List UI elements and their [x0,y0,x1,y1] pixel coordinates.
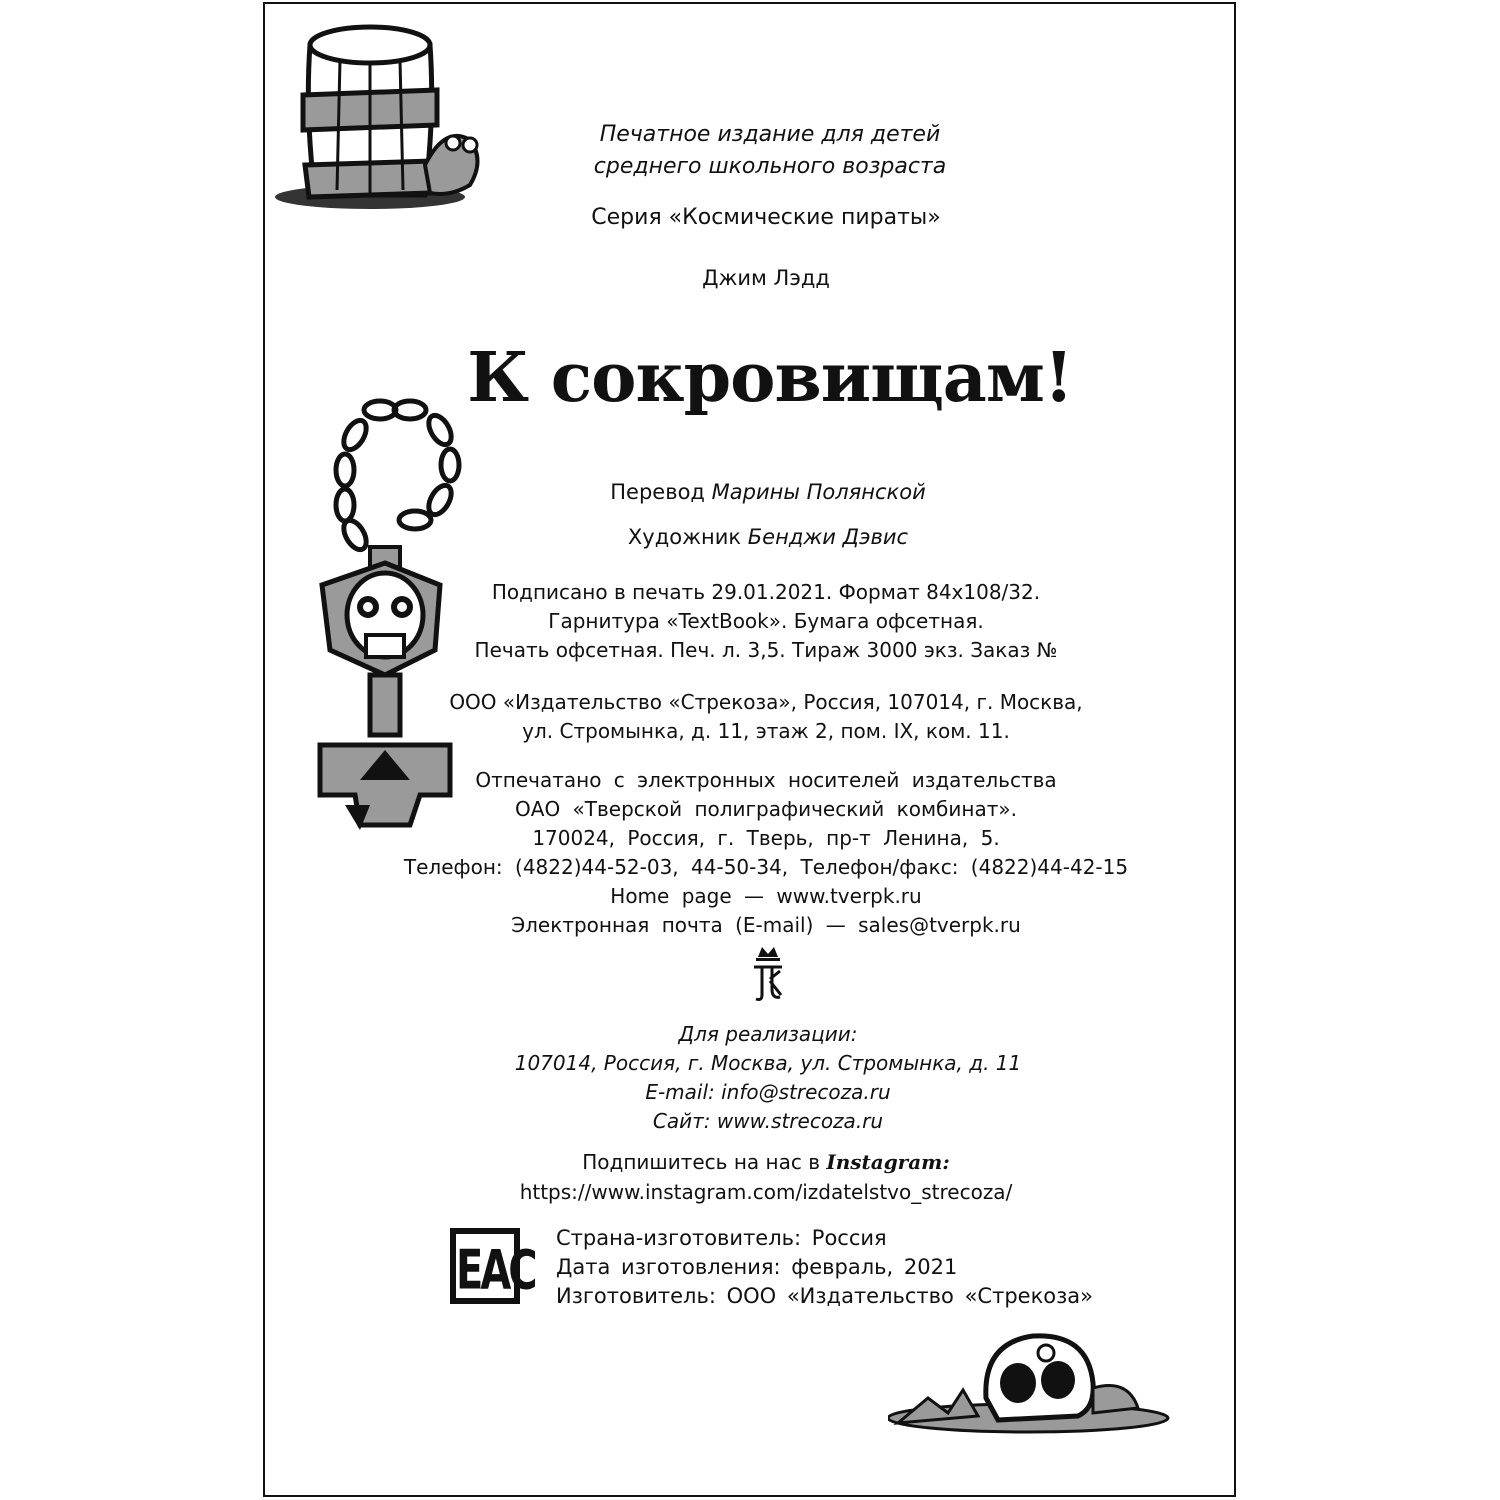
sales-email: E-mail: info@strecoza.ru [645,1080,891,1104]
translation-credit [18,480,1500,504]
imprint-line-3: Печать офсетная. Печ. л. 3,5. Тираж 3000 экз. Заказ № [474,638,1058,662]
translator-name: Марины Полянской [711,480,926,504]
sales-address: 107014, Россия, г. Москва, ул. Стромынка, д. 11 [514,1051,1022,1075]
social-prompt [16,1150,1500,1174]
printer-line-1: Отпечатано с электронных носителей издательства [475,768,1057,792]
series-title: Серия «Космические пираты» [591,205,941,230]
manufacturer-country: Страна-изготовитель: Россия [556,1226,887,1250]
artist-name: Бенджи Дэвис [747,525,909,549]
sales-website: Сайт: www.strecoza.ru [652,1109,884,1133]
printer-line-2: ОАО «Тверской полиграфический комбинат». [515,797,1017,821]
translation-label: Перевод [610,480,705,504]
barrel-illustration [275,15,505,215]
skull-illustration [888,1328,1173,1438]
audience-line-1: Печатное издание для детей [599,122,941,147]
publisher-line-1: ООО «Издательство «Стрекоза», Россия, 107014, г. Москва, [449,690,1083,714]
printer-homepage-line: Home page — www.tverpk.ru [610,884,922,908]
artist-credit [18,525,1500,549]
publisher-line-2: ул. Стромынка, д. 11, этаж 2, пом. IX, ком. 11. [522,719,1010,743]
social-prompt-text: Подпишитесь на нас в [582,1150,820,1174]
instagram-label: Instagram: [826,1150,950,1174]
book-title: К сокровищам! [467,338,1073,418]
manufacture-date: Дата изготовления: февраль, 2021 [556,1255,958,1279]
printer-email-line: Электронная почта (E-mail) — sales@tverpk.ru [511,913,1021,937]
imprint-line-1: Подписано в печать 29.01.2021. Формат 84х108/32. [491,580,1041,604]
author-name: Джим Лэдд [702,266,830,290]
printer-phone-line: Телефон: (4822)44-52-03, 44-50-34, Телефон/факс: (4822)44-42-15 [403,855,1129,879]
manufacturer-name: Изготовитель: ООО «Издательство «Стрекоза» [556,1284,1093,1308]
imprint-line-2: Гарнитура «TextBook». Бумага офсетная. [548,609,984,633]
eac-mark-text: EAC [456,1240,535,1303]
sales-label: Для реализации: [678,1022,858,1046]
printer-line-3: 170024, Россия, г. Тверь, пр-т Ленина, 5. [532,826,1000,850]
audience-line-2: среднего школьного возраста [593,154,947,179]
instagram-url[interactable]: https://www.instagram.com/izdatelstvo_strecoza/ [519,1180,1013,1204]
artist-label: Художник [627,525,742,549]
eac-mark [450,1228,535,1304]
printer-crown-logo [750,945,786,1003]
